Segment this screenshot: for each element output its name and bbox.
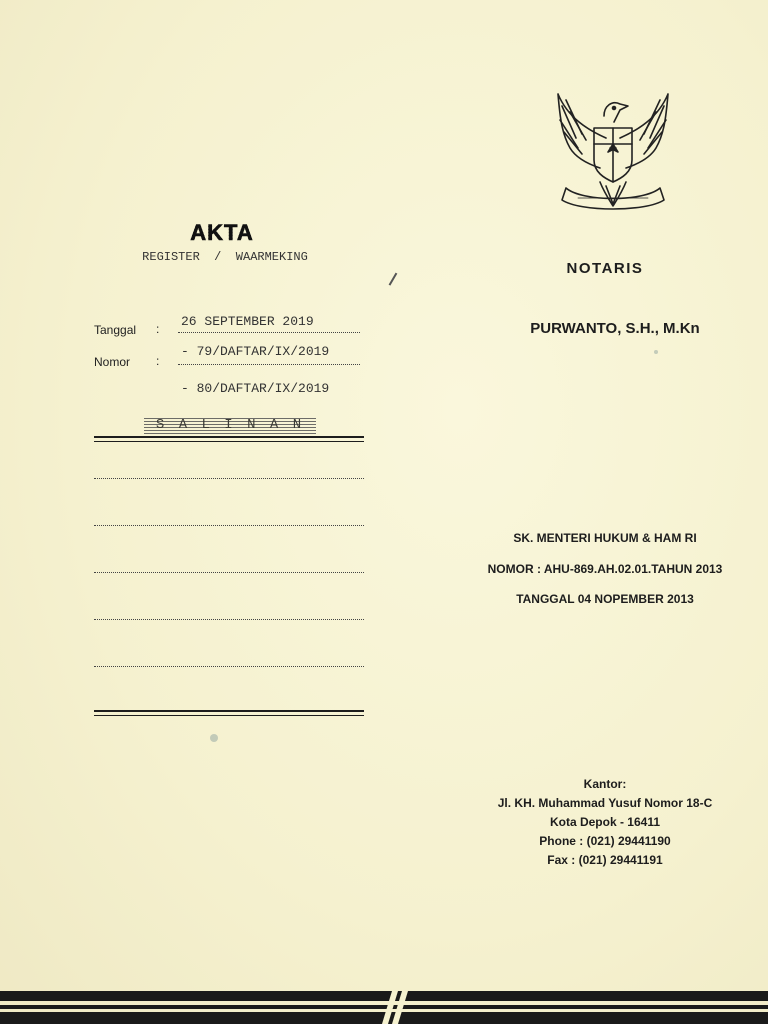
paper-speck bbox=[210, 734, 218, 742]
blank-line-4 bbox=[94, 619, 364, 620]
office-heading: Kantor: bbox=[583, 777, 627, 791]
sk-line-3: TANGGAL 04 NOPEMBER 2013 bbox=[516, 592, 694, 606]
top-double-rule bbox=[94, 436, 364, 442]
tanggal-value: 26 SEPTEMBER 2019 bbox=[181, 314, 314, 329]
tanggal-dotted-line bbox=[178, 332, 360, 333]
notary-name: PURWANTO, S.H., M.Kn bbox=[530, 320, 700, 337]
nomor-dotted-line bbox=[178, 364, 360, 365]
nomor-value-1: - 79/DAFTAR/IX/2019 bbox=[181, 344, 330, 359]
blank-line-1 bbox=[94, 478, 364, 479]
office-city: Kota Depok - 16411 bbox=[549, 815, 661, 829]
tanggal-label: Tanggal bbox=[94, 323, 137, 337]
paper-speck bbox=[654, 350, 658, 354]
nomor-label: Nomor bbox=[94, 355, 131, 369]
tanggal-colon: : bbox=[156, 322, 160, 336]
blank-line-5 bbox=[94, 666, 364, 667]
sk-line-2: NOMOR : AHU-869.AH.02.01.TAHUN 2013 bbox=[487, 562, 723, 576]
nomor-colon: : bbox=[156, 354, 160, 368]
nomor-value-2: - 80/DAFTAR/IX/2019 bbox=[181, 381, 330, 396]
akta-title: AKTA bbox=[172, 221, 272, 245]
bottom-border-band bbox=[0, 991, 768, 1024]
office-fax: Fax : (021) 29441191 bbox=[547, 853, 663, 867]
salinan-stamp: S A L I N A N bbox=[144, 417, 316, 434]
blank-line-3 bbox=[94, 572, 364, 573]
register-subtitle: REGISTER / WAARMEKING bbox=[142, 250, 308, 264]
sk-line-1: SK. MENTERI HUKUM & HAM RI bbox=[513, 531, 697, 545]
bottom-double-rule bbox=[94, 710, 364, 716]
blank-line-2 bbox=[94, 525, 364, 526]
office-phone: Phone : (021) 29441190 bbox=[539, 834, 671, 848]
pen-mark bbox=[389, 273, 397, 286]
notaris-label: NOTARIS bbox=[566, 260, 644, 277]
garuda-emblem-icon bbox=[548, 88, 678, 220]
office-address: Jl. KH. Muhammad Yusuf Nomor 18-C bbox=[497, 796, 713, 810]
